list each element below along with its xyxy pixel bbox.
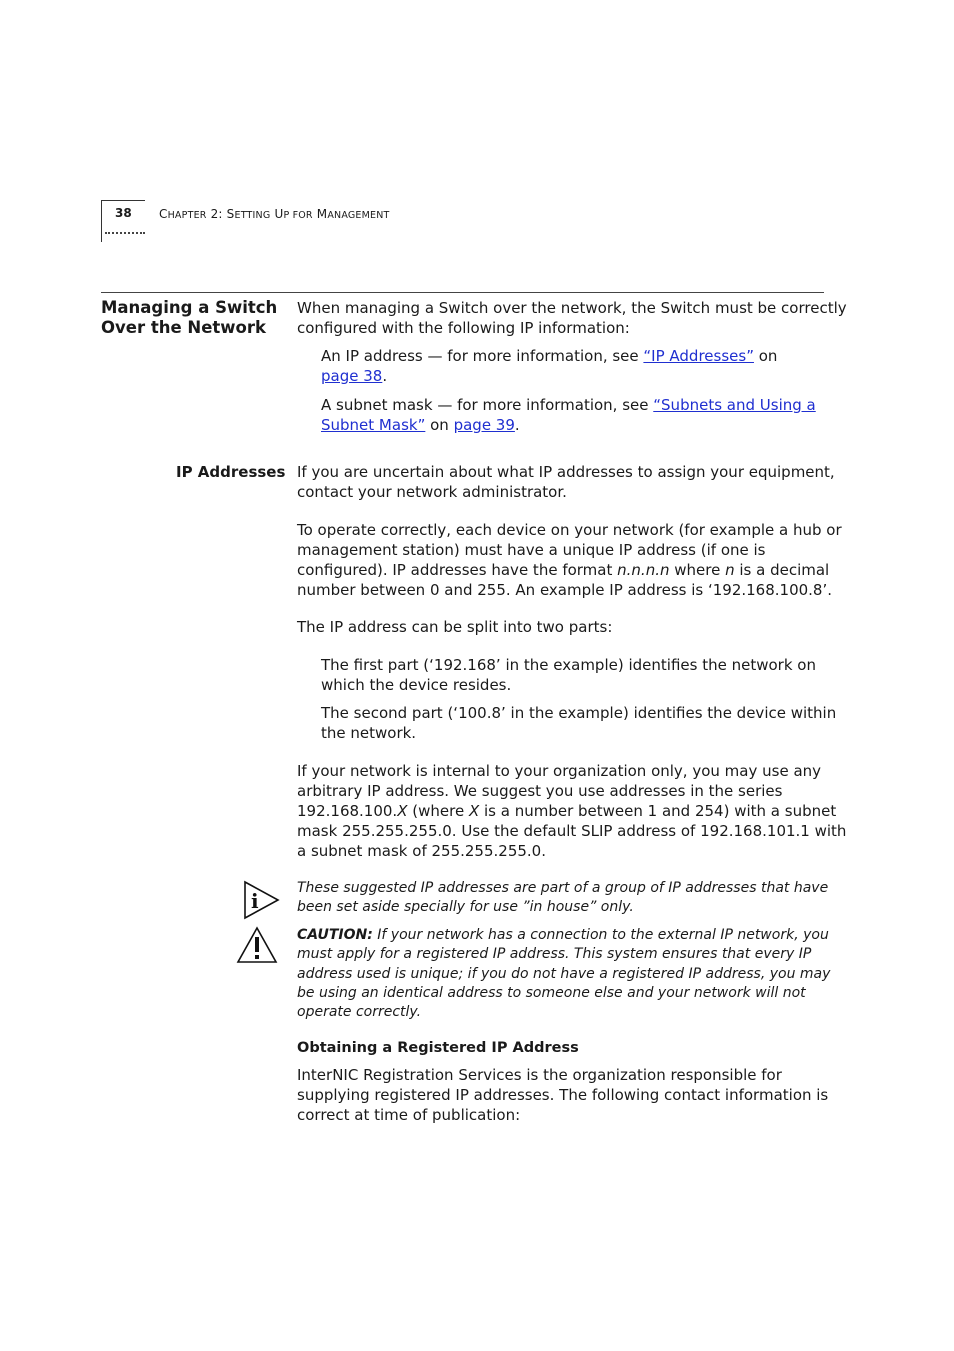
- list-item-subnet-mask: A subnet mask — for more information, see “Subnets and Using a Subnet Mask” on page 39.: [321, 396, 816, 434]
- subheading-registered-ip: Obtaining a Registered IP Address: [297, 1040, 579, 1056]
- page-number: 38: [115, 206, 132, 220]
- ip-paragraph-1: If you are uncertain about what IP addresses to assign your equipment, contact your network administrator.: [297, 463, 835, 501]
- header-dotted-rule: [105, 232, 145, 234]
- svg-text:i: i: [251, 889, 259, 913]
- section-divider: [101, 292, 824, 293]
- ip-paragraph-4: If your network is internal to your organization only, you may use any arbitrary IP address. We suggest you use addresses in the series 192.168.100.X (where X is a number between 1 and 254) with a subnet mask 255.255.255.0. Use the default SLIP address of 192.168.101.1 with a subnet mask of 255.255.255.0.: [297, 762, 847, 860]
- section-heading-ip-addresses: IP Addresses: [176, 463, 286, 481]
- info-icon: [242, 880, 280, 920]
- section-heading-managing: Managing a Switch Over the Network: [101, 298, 278, 337]
- intro-paragraph: When managing a Switch over the network, the Switch must be correctly configured with the following IP information:: [297, 299, 847, 337]
- chapter-title: CHAPTER 2: SETTING UP FOR MANAGEMENT: [159, 207, 390, 221]
- link-page-39[interactable]: page 39: [453, 416, 515, 434]
- page-header: [101, 198, 421, 244]
- list-item-first-part: The first part (‘192.168’ in the example) identifies the network on which the device resides.: [321, 656, 816, 694]
- caution-note: CAUTION: If your network has a connection to the external IP network, you must apply for a registered IP address. This system ensures that every IP address used is unique; if you do not have a registered IP address, you may be using an identical address to someone else and your network will not operate correctly.: [297, 927, 831, 1021]
- list-item-ip-address: An IP address — for more information, see “IP Addresses” on page 38.: [321, 347, 778, 385]
- header-vertical-rule: [101, 200, 102, 242]
- caution-icon: [236, 926, 278, 964]
- list-item-second-part: The second part (‘100.8’ in the example) identifies the device within the network.: [321, 704, 837, 742]
- header-top-rule: [101, 200, 145, 201]
- info-note: These suggested IP addresses are part of a group of IP addresses that have been set aside specially for use ”in house” only.: [297, 880, 829, 916]
- link-page-38[interactable]: page 38: [321, 367, 383, 385]
- link-ip-addresses[interactable]: “IP Addresses”: [643, 347, 754, 365]
- ip-paragraph-3: The IP address can be split into two parts:: [297, 618, 613, 636]
- link-subnet-mask[interactable]: Subnet Mask”: [321, 416, 426, 434]
- link-subnets[interactable]: “Subnets and Using a: [653, 396, 816, 414]
- internic-paragraph: InterNIC Registration Services is the organization responsible for supplying registered IP addresses. The following contact information is correct at time of publication:: [297, 1066, 829, 1124]
- ip-paragraph-2: To operate correctly, each device on your network (for example a hub or management station) must have a unique IP address (if one is configured). IP addresses have the format n.n.n.n where n is a decimal number between 0 and 255. An example IP address is ‘192.168.100.8’.: [297, 521, 842, 599]
- caution-label: CAUTION:: [297, 927, 373, 943]
